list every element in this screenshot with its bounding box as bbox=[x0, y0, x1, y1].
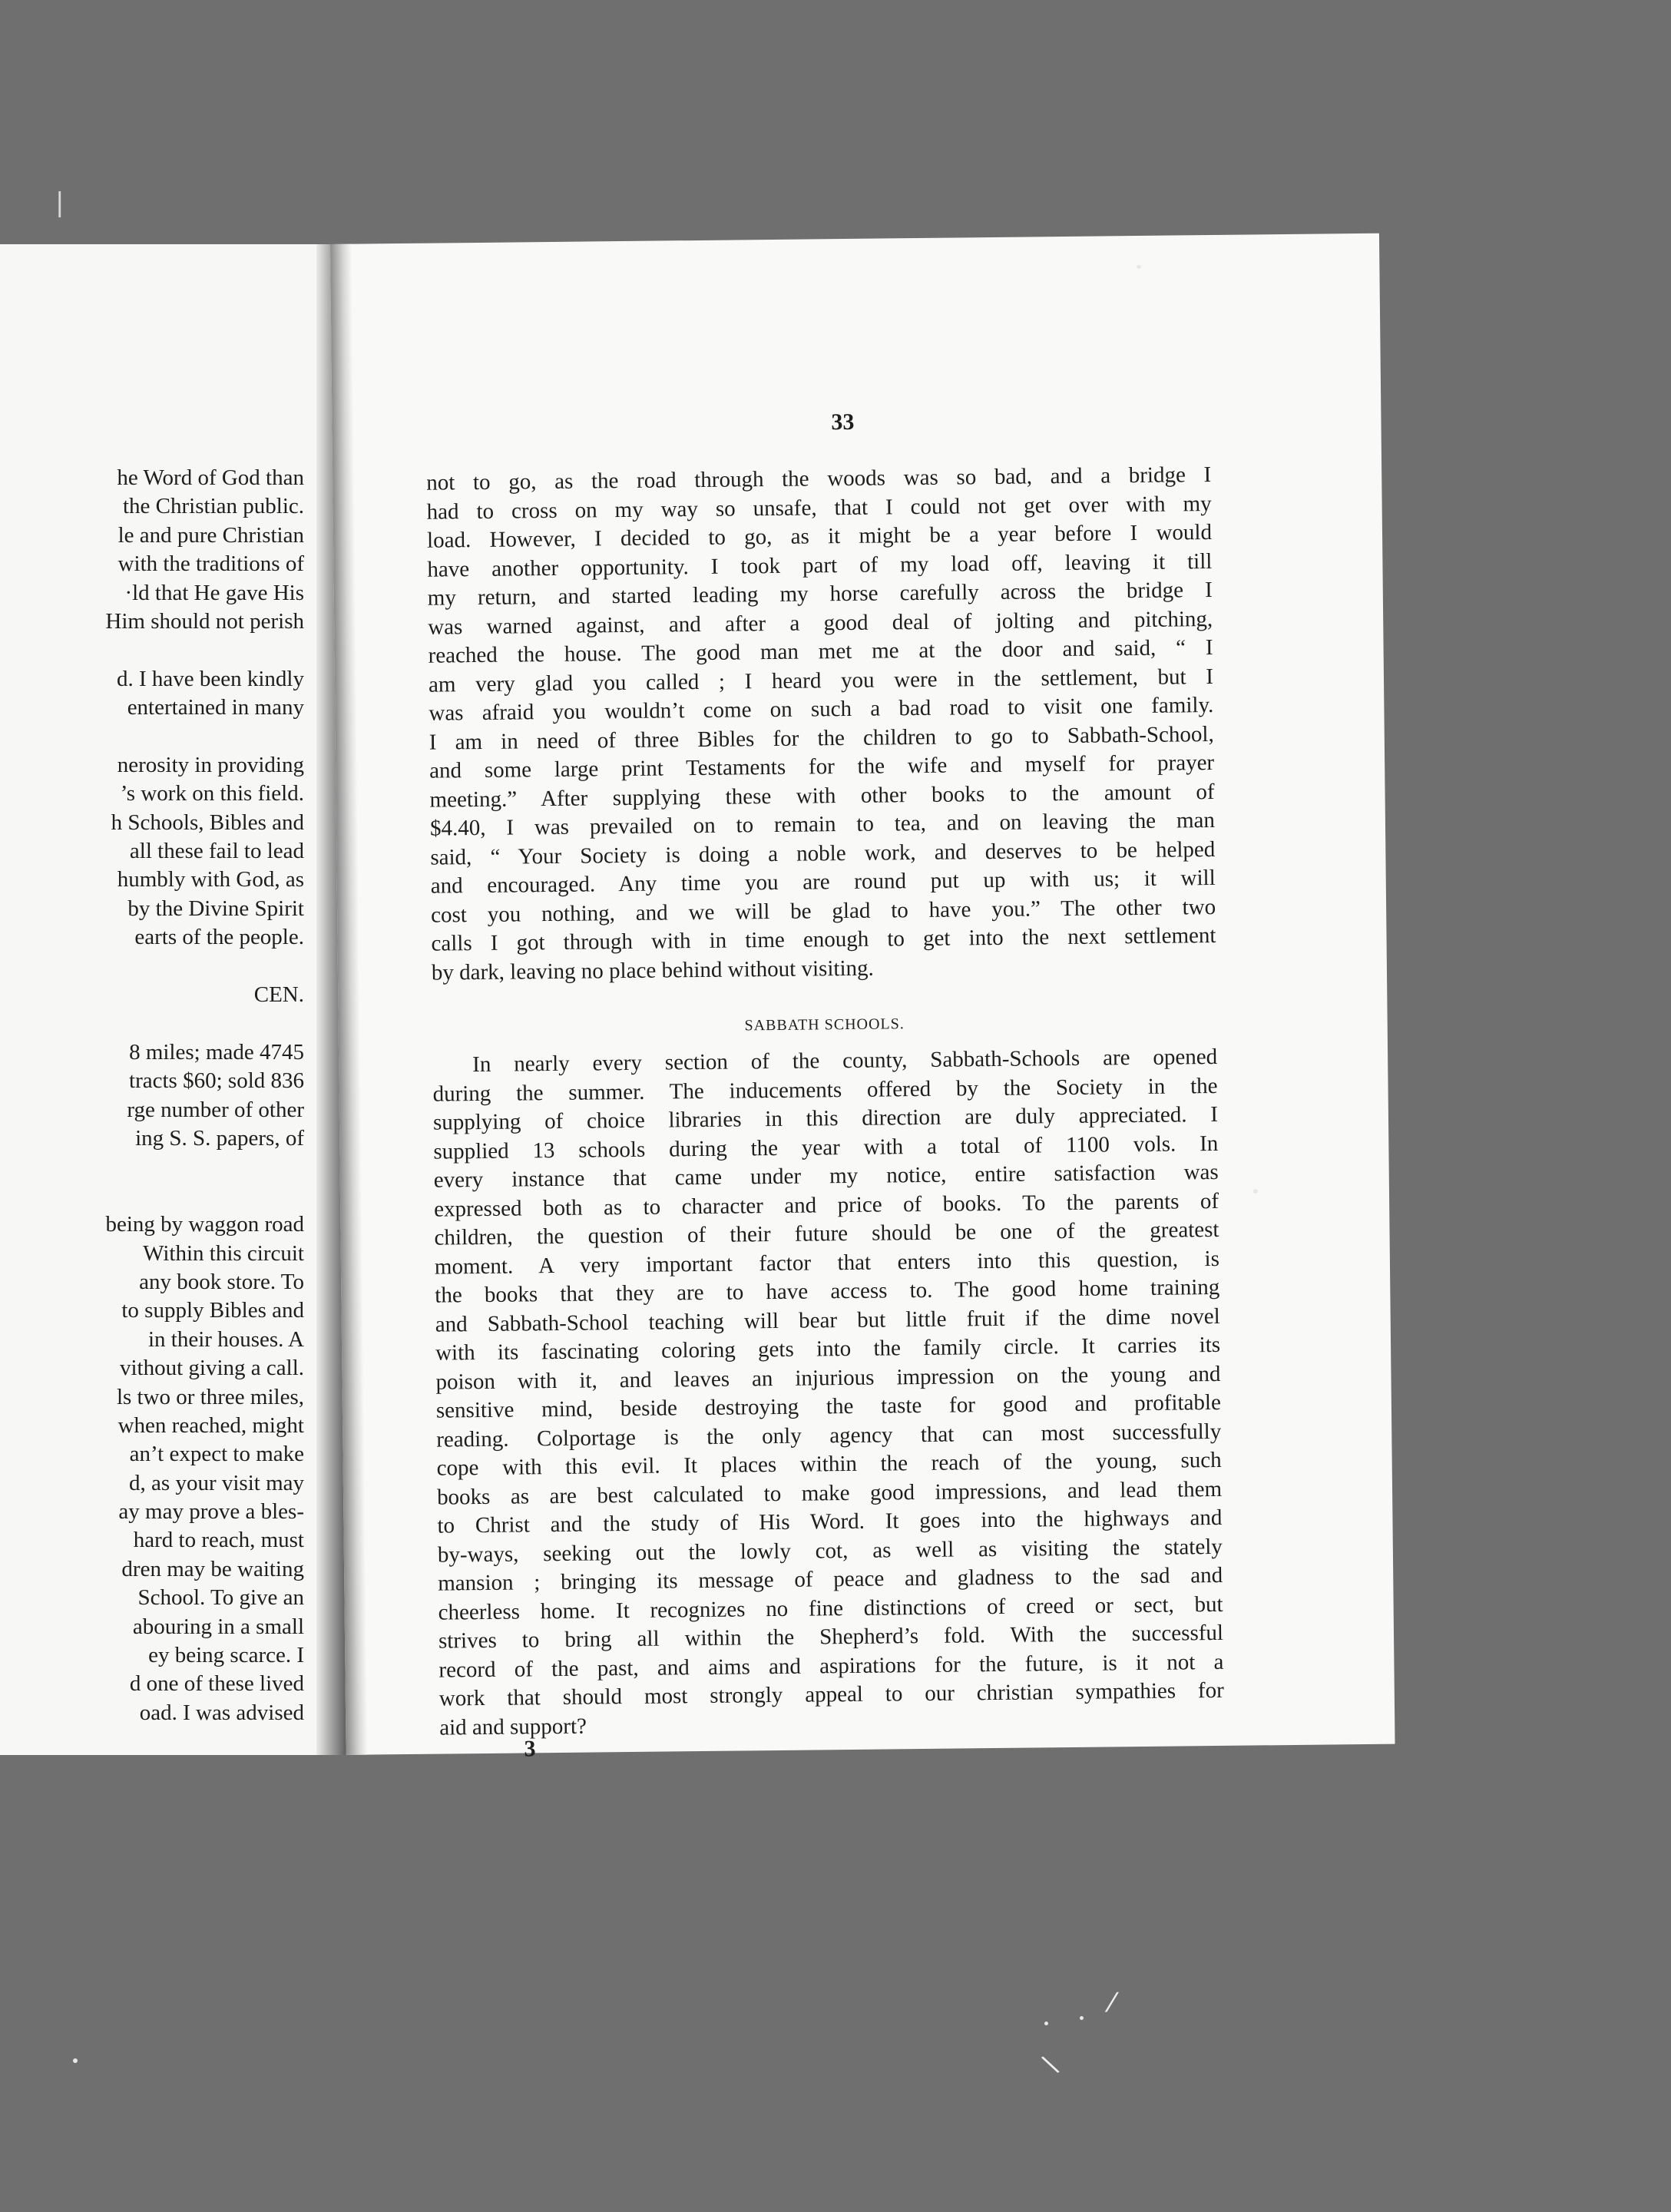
text-line: and some large print Testaments for the wife and myself for prayer bbox=[429, 750, 1215, 783]
film-scratch-mark: ⁄ bbox=[1110, 1988, 1114, 2018]
left-page-line: nerosity in providing bbox=[117, 752, 304, 777]
film-scratch-mark: | bbox=[55, 187, 65, 218]
film-speck bbox=[1253, 1189, 1258, 1194]
right-page bbox=[330, 233, 1395, 1762]
left-page-line: rge number of other bbox=[127, 1097, 304, 1122]
text-line: the books that they are to have access to. The good home training bbox=[435, 1274, 1220, 1308]
film-speck bbox=[1080, 2016, 1084, 2020]
left-page-line: CEN. bbox=[253, 982, 304, 1008]
left-page-line: when reached, might bbox=[117, 1412, 304, 1438]
text-line: during the summer. The inducements offered by the Society in the bbox=[432, 1073, 1218, 1107]
left-page-line: in their houses. A bbox=[148, 1326, 304, 1352]
text-line: mansion ; bringing its message of peace and gladness to the sad and bbox=[438, 1562, 1223, 1596]
text-line: work that should most strongly appeal to our christian sympathies for bbox=[438, 1677, 1224, 1711]
text-line: supplying of choice libraries in this direction are duly appreciated. I bbox=[432, 1101, 1219, 1135]
text-line: was warned against, and after a good deal of jolting and pitching, bbox=[428, 606, 1213, 640]
left-page-line: entertained in many bbox=[127, 695, 304, 720]
left-page-line: humbly with God, as bbox=[117, 867, 304, 892]
text-line: aid and support? bbox=[439, 1714, 587, 1740]
text-line: cheerless home. It recognizes no fine distinctions of creed or sect, but bbox=[438, 1591, 1223, 1625]
text-line: not to go, as the road through the woods was so bad, and a bridge I bbox=[426, 462, 1212, 495]
left-page-line: ey being scarce. I bbox=[148, 1643, 304, 1668]
left-page-line: School. To give an bbox=[137, 1585, 304, 1611]
left-page-line bbox=[0, 1182, 304, 1210]
left-page-line: with the traditions of bbox=[117, 551, 304, 577]
film-speck bbox=[73, 2058, 78, 2063]
left-page-line: dren may be waiting bbox=[121, 1556, 304, 1581]
left-page-line: any book store. To bbox=[139, 1269, 304, 1294]
signature-mark: 3 bbox=[524, 1736, 536, 1762]
left-page-line: being by waggon road bbox=[105, 1212, 304, 1237]
left-page-line: hard to reach, must bbox=[133, 1528, 304, 1553]
left-page-line: vithout giving a call. bbox=[119, 1356, 304, 1381]
left-page-line bbox=[0, 1153, 304, 1181]
text-line: I am in need of three Bibles for the children to go to Sabbath-School, bbox=[429, 721, 1214, 755]
text-line: and Sabbath-School teaching will bear but little fruit if the dime novel bbox=[435, 1303, 1220, 1337]
text-line: strives to bring all within the Shepherd’s fold. With the successful bbox=[438, 1620, 1224, 1654]
left-page-line: oad. I was advised bbox=[139, 1700, 304, 1725]
left-page-line: ls two or three miles, bbox=[116, 1384, 304, 1409]
text-line: books as are best calculated to make good impressions, and lead them bbox=[436, 1476, 1223, 1510]
left-page-line bbox=[0, 952, 304, 981]
text-line: was afraid you wouldn’t come on such a bad road to visit one family. bbox=[429, 692, 1214, 726]
text-line: meeting.” After supplying these with other books to the amount of bbox=[429, 779, 1215, 813]
text-line: supplied 13 schools during the year with a total of 1100 vols. In bbox=[433, 1131, 1219, 1164]
left-page-line: d, as your visit may bbox=[129, 1470, 304, 1495]
text-line: reached the house. The good man met me at the door and said, “ I bbox=[428, 634, 1213, 668]
left-page-line: ·ld that He gave His bbox=[124, 580, 304, 605]
text-line: sensitive mind, beside destroying the taste for good and profitable bbox=[435, 1389, 1222, 1423]
left-page-line: by the Divine Spirit bbox=[127, 896, 304, 921]
text-line: reading. Colportage is the only agency that can most successfully bbox=[436, 1419, 1222, 1452]
text-line: moment. A very important factor that enters into this question, is bbox=[434, 1246, 1220, 1280]
left-page-line: tracts $60; sold 836 bbox=[129, 1068, 304, 1094]
text-line: by dark, leaving no place behind without visiting. bbox=[431, 955, 874, 985]
text-line: cope with this evil. It places within the reach of the young, such bbox=[436, 1447, 1222, 1481]
left-page-line: an’t expect to make bbox=[129, 1442, 304, 1467]
text-line: had to cross on my way so unsafe, that I could not get over with my bbox=[426, 491, 1212, 525]
text-line: every instance that came under my notice, entire satisfaction was bbox=[433, 1159, 1219, 1193]
left-page-line: ing S. S. papers, of bbox=[135, 1125, 304, 1151]
left-page-line: he Word of God than bbox=[117, 465, 304, 490]
left-page-line: d. I have been kindly bbox=[116, 666, 304, 691]
film-speck bbox=[1137, 265, 1141, 269]
left-page-line: abouring in a small bbox=[132, 1614, 304, 1639]
film-speck bbox=[1044, 2022, 1048, 2025]
text-line: with its fascinating coloring gets into the family circle. It carries its bbox=[435, 1332, 1221, 1366]
left-page-line bbox=[0, 1009, 304, 1038]
text-line: load. However, I decided to go, as it might be a year before I would bbox=[426, 519, 1213, 553]
text-line: am very glad you called ; I heard you were in the settlement, but I bbox=[428, 664, 1214, 697]
text-line: by-ways, seeking out the lowly cot, as well as visiting the stately bbox=[437, 1534, 1223, 1568]
left-page-line: ay may prove a bles- bbox=[118, 1499, 304, 1525]
text-line: expressed both as to character and price of books. To the parents of bbox=[433, 1188, 1219, 1222]
paragraph-sabbath-schools bbox=[432, 1043, 1224, 1743]
left-page-line: ’s work on this field. bbox=[120, 781, 304, 806]
text-line: record of the past, and aims and aspirations for the future, is it not a bbox=[438, 1649, 1224, 1683]
text-line: children, the question of their future should be one of the greatest bbox=[434, 1217, 1219, 1250]
text-line: and encouraged. Any time you are round put up with us; it will bbox=[430, 865, 1216, 899]
left-page-text bbox=[0, 464, 304, 1727]
text-line: poison with it, and leaves an injurious impression on the young and bbox=[435, 1361, 1221, 1395]
left-page-line: earts of the people. bbox=[134, 925, 304, 950]
film-scratch-mark: \ bbox=[1038, 2048, 1062, 2081]
left-page bbox=[0, 244, 330, 1755]
left-page-line: Him should not perish bbox=[105, 608, 304, 634]
text-line: In nearly every section of the county, Sabbath-Schools are opened bbox=[472, 1044, 1218, 1078]
text-line: said, “ Your Society is doing a noble work, and deserves to be helped bbox=[430, 836, 1216, 870]
text-line: my return, and started leading my horse carefully across the bridge I bbox=[427, 577, 1213, 611]
left-page-line: all these fail to lead bbox=[129, 839, 304, 864]
left-page-line: Within this circuit bbox=[143, 1240, 304, 1266]
text-line: $4.40, I was prevailed on to remain to tea, and on leaving the man bbox=[429, 807, 1216, 841]
left-page-line bbox=[0, 636, 304, 664]
text-line: cost you nothing, and we will be glad to have you.” The other two bbox=[430, 894, 1216, 928]
left-page-line: h Schools, Bibles and bbox=[111, 810, 304, 835]
section-heading: SABBATH SCHOOLS. bbox=[744, 1015, 905, 1035]
left-page-line: le and pure Christian bbox=[117, 522, 304, 548]
page-number: 33 bbox=[831, 409, 855, 435]
left-page-line: the Christian public. bbox=[123, 494, 304, 519]
left-page-line: d one of these lived bbox=[129, 1671, 304, 1697]
left-page-line: to supply Bibles and bbox=[121, 1298, 304, 1323]
paragraph-colporteur-visit bbox=[426, 461, 1216, 988]
left-page-line bbox=[0, 723, 304, 751]
left-page-line: 8 miles; made 4745 bbox=[129, 1039, 304, 1065]
text-line: calls I got through with in time enough to get into the next settlement bbox=[431, 922, 1216, 956]
text-line: to Christ and the study of His Word. It goes into the highways and bbox=[437, 1505, 1223, 1538]
text-line: have another opportunity. I took part of my load off, leaving it till bbox=[427, 548, 1213, 582]
